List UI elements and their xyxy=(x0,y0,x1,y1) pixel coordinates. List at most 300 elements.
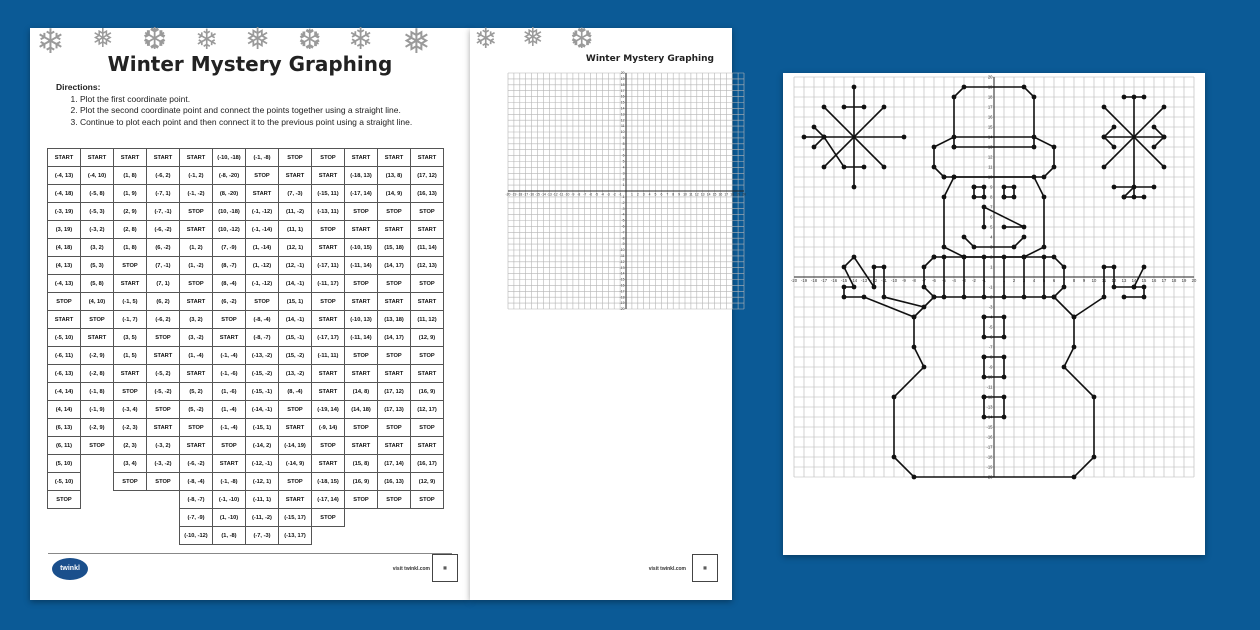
y-tick-label: 3 xyxy=(990,244,993,250)
y-tick-label: -2 xyxy=(621,200,625,205)
plotted-point xyxy=(852,255,857,260)
plotted-point xyxy=(1022,85,1027,90)
y-tick-label: -17 xyxy=(619,289,625,294)
plotted-point xyxy=(1002,375,1007,380)
plotted-point xyxy=(1142,195,1147,200)
plotted-point xyxy=(882,295,887,300)
table-cell: (-2, 9) xyxy=(81,347,114,365)
worksheet-title: Winter Mystery Graphing xyxy=(107,52,393,76)
coordinate-table xyxy=(47,148,444,545)
plotted-point xyxy=(1152,145,1157,150)
table-cell: (-4, 10) xyxy=(81,167,114,185)
table-cell: (1, -4) xyxy=(180,347,213,365)
plotted-point xyxy=(842,295,847,300)
table-cell: (-1, -8) xyxy=(246,149,279,167)
plotted-point xyxy=(1012,185,1017,190)
table-cell: (11, 1) xyxy=(279,221,312,239)
table-cell: START xyxy=(279,167,312,185)
table-cell: (-10, -18) xyxy=(213,149,246,167)
table-cell: (-11, 11) xyxy=(312,347,345,365)
x-tick-label: -8 xyxy=(577,192,581,197)
plotted-point xyxy=(882,265,887,270)
y-tick-label: 19 xyxy=(620,77,625,82)
plotted-point xyxy=(1102,105,1107,110)
x-tick-label: 3 xyxy=(642,192,645,197)
table-cell: START xyxy=(48,311,81,329)
plotted-point xyxy=(812,145,817,150)
table-cell: (7, 1) xyxy=(147,275,180,293)
plotted-point xyxy=(882,165,887,170)
y-tick-label: 2 xyxy=(990,254,993,260)
plotted-point xyxy=(942,195,947,200)
plotted-point xyxy=(862,165,867,170)
table-cell: (4, 14) xyxy=(48,401,81,419)
table-cell: (13, 18) xyxy=(378,311,411,329)
table-cell: START xyxy=(147,149,180,167)
table-cell: STOP xyxy=(411,275,444,293)
table-cell: (15, 8) xyxy=(345,455,378,473)
table-cell: START xyxy=(411,365,444,383)
plotted-point xyxy=(1062,265,1067,270)
x-tick-label: 14 xyxy=(1131,278,1137,284)
table-cell: STOP xyxy=(411,203,444,221)
table-cell: (-11, 1) xyxy=(246,491,279,509)
x-tick-label: 10 xyxy=(1091,278,1097,284)
y-tick-label: -6 xyxy=(621,224,625,229)
plotted-point xyxy=(922,285,927,290)
table-cell: (16, 13) xyxy=(378,473,411,491)
plotted-point xyxy=(1112,265,1117,270)
x-tick-label: -2 xyxy=(612,192,616,197)
table-cell: (-8, -20) xyxy=(213,167,246,185)
table-cell: (-2, 3) xyxy=(114,419,147,437)
x-tick-label: -13 xyxy=(860,278,868,284)
table-cell: (1, 8) xyxy=(114,239,147,257)
plotted-point xyxy=(962,85,967,90)
y-tick-label: 7 xyxy=(990,204,993,210)
y-tick-label: -1 xyxy=(621,195,625,200)
table-cell: START xyxy=(180,293,213,311)
badge-icon: ▦ xyxy=(432,554,458,582)
plotted-point xyxy=(912,315,917,320)
y-tick-label: -11 xyxy=(619,254,625,259)
table-cell: STOP xyxy=(114,257,147,275)
table-cell: START xyxy=(48,149,81,167)
plotted-point xyxy=(982,395,987,400)
x-tick-label: 20 xyxy=(742,192,746,197)
table-cell: (6, -2) xyxy=(147,239,180,257)
x-tick-label: 16 xyxy=(1151,278,1157,284)
x-tick-label: -9 xyxy=(571,192,575,197)
plotted-point xyxy=(982,355,987,360)
table-row xyxy=(48,473,444,491)
plotted-point xyxy=(872,265,877,270)
table-cell: (17, 14) xyxy=(378,455,411,473)
table-row xyxy=(48,185,444,203)
plotted-point xyxy=(1122,295,1127,300)
table-cell: START xyxy=(411,221,444,239)
plotted-point xyxy=(1022,255,1027,260)
table-cell: STOP xyxy=(378,419,411,437)
table-cell: STOP xyxy=(312,221,345,239)
plotted-point xyxy=(842,105,847,110)
plotted-point xyxy=(982,255,987,260)
plotted-point xyxy=(1072,475,1077,480)
table-cell: (1, -10) xyxy=(213,509,246,527)
y-tick-label: -14 xyxy=(986,414,993,420)
answer-sheet xyxy=(783,73,1205,555)
table-cell: START xyxy=(180,221,213,239)
y-tick-label: -17 xyxy=(986,444,993,450)
table-cell: STOP xyxy=(312,149,345,167)
x-tick-label: 14 xyxy=(706,192,711,197)
x-tick-label: -10 xyxy=(890,278,898,284)
table-cell: (-7, -1) xyxy=(147,203,180,221)
plotted-point xyxy=(922,265,927,270)
x-tick-label: 17 xyxy=(1161,278,1167,284)
plotted-point xyxy=(912,475,917,480)
direction-step: 2. Plot the second coordinate point and connect the points together using a straight line. xyxy=(80,105,456,117)
table-cell: (12, 17) xyxy=(411,401,444,419)
x-tick-label: 9 xyxy=(1082,278,1086,284)
y-tick-label: 12 xyxy=(987,154,993,160)
plotted-point xyxy=(1122,195,1127,200)
table-cell: (-5, 10) xyxy=(48,473,81,491)
table-cell xyxy=(114,527,147,545)
table-cell: START xyxy=(312,383,345,401)
table-cell: (-1, -2) xyxy=(180,185,213,203)
y-tick-label: 4 xyxy=(622,165,625,170)
plotted-point xyxy=(942,295,947,300)
table-cell: (-1, -4) xyxy=(213,347,246,365)
table-cell: (16, 9) xyxy=(345,473,378,491)
table-cell: (-18, 13) xyxy=(345,167,378,185)
snowflake-icon: ❅ xyxy=(522,23,544,53)
y-tick-label: -15 xyxy=(619,277,625,282)
table-cell: (-14, -1) xyxy=(246,401,279,419)
table-cell: STOP xyxy=(378,491,411,509)
plotted-point xyxy=(1092,455,1097,460)
plotted-point xyxy=(912,345,917,350)
plotted-point xyxy=(1022,235,1027,240)
table-row xyxy=(48,383,444,401)
x-tick-label: 13 xyxy=(700,192,705,197)
y-tick-label: -8 xyxy=(988,354,993,360)
x-tick-label: -3 xyxy=(606,192,610,197)
x-tick-label: 20 xyxy=(1191,278,1197,284)
x-tick-label: -14 xyxy=(540,192,546,197)
table-cell: START xyxy=(114,149,147,167)
plotted-point xyxy=(1142,295,1147,300)
drawing-line xyxy=(1074,267,1144,317)
x-tick-label: -3 xyxy=(962,278,966,284)
table-cell: (1, -6) xyxy=(213,383,246,401)
plotted-point xyxy=(802,135,807,140)
table-cell: (3, -2) xyxy=(180,329,213,347)
snowflake-icon: ❆ xyxy=(142,22,168,57)
table-cell: START xyxy=(180,365,213,383)
x-tick-label: 15 xyxy=(712,192,717,197)
y-tick-label: 14 xyxy=(987,134,993,140)
table-cell: START xyxy=(312,239,345,257)
table-cell: (7, -9) xyxy=(213,239,246,257)
plotted-point xyxy=(942,175,947,180)
table-cell: (-5, 2) xyxy=(147,365,180,383)
plotted-point xyxy=(972,185,977,190)
plotted-point xyxy=(1142,285,1147,290)
plotted-point xyxy=(1032,135,1037,140)
x-tick-label: 7 xyxy=(1062,278,1066,284)
table-cell: STOP xyxy=(345,419,378,437)
table-cell: (12, -1) xyxy=(279,257,312,275)
y-tick-label: 18 xyxy=(620,82,625,87)
table-cell: (11, 12) xyxy=(411,311,444,329)
plotted-point xyxy=(982,195,987,200)
x-tick-label: -8 xyxy=(912,278,916,284)
plotted-point xyxy=(982,415,987,420)
table-cell: (14, 9) xyxy=(378,185,411,203)
table-row xyxy=(48,455,444,473)
plotted-point xyxy=(1052,255,1057,260)
table-cell: (3, 2) xyxy=(81,239,114,257)
x-tick-label: -13 xyxy=(546,192,552,197)
y-tick-label: -4 xyxy=(621,212,625,217)
table-cell: (-12, 1) xyxy=(246,473,279,491)
plotted-point xyxy=(1042,175,1047,180)
plotted-point xyxy=(882,105,887,110)
plotted-point xyxy=(852,285,857,290)
snowflake-icon: ❄ xyxy=(36,22,65,62)
table-cell: (1, -4) xyxy=(213,401,246,419)
table-cell: (-15, -1) xyxy=(246,383,279,401)
plotted-point xyxy=(842,285,847,290)
table-cell: (-4, 13) xyxy=(48,167,81,185)
y-tick-label: -19 xyxy=(619,301,625,306)
y-tick-label: 2 xyxy=(622,177,625,182)
table-cell: (-6, -2) xyxy=(180,455,213,473)
table-cell: (17, 12) xyxy=(411,167,444,185)
snowflake-icon: ❆ xyxy=(570,22,594,55)
table-cell: (-13, 11) xyxy=(312,203,345,221)
table-cell: (-1, 2) xyxy=(180,167,213,185)
plotted-point xyxy=(1042,295,1047,300)
table-cell: START xyxy=(378,149,411,167)
x-tick-label: -16 xyxy=(830,278,838,284)
x-tick-label: 12 xyxy=(694,192,699,197)
x-tick-label: -11 xyxy=(558,192,564,197)
table-cell: (17, 12) xyxy=(378,383,411,401)
table-cell: START xyxy=(246,185,279,203)
table-cell: (14, -1) xyxy=(279,311,312,329)
table-cell: (4, 18) xyxy=(48,239,81,257)
table-cell: (-17, 11) xyxy=(312,257,345,275)
table-cell xyxy=(312,527,345,545)
table-cell: STOP xyxy=(279,473,312,491)
table-cell: START xyxy=(378,221,411,239)
plotted-point xyxy=(972,195,977,200)
table-cell: STOP xyxy=(147,401,180,419)
table-cell: (10, -12) xyxy=(213,221,246,239)
table-cell xyxy=(411,527,444,545)
y-tick-label: 13 xyxy=(620,112,625,117)
table-cell: (17, 13) xyxy=(378,401,411,419)
x-tick-label: -5 xyxy=(594,192,599,197)
x-tick-label: 3 xyxy=(1022,278,1026,284)
x-tick-label: 4 xyxy=(1032,278,1036,284)
snowflake-icon: ❄ xyxy=(348,22,374,57)
blank-coordinate-grid xyxy=(470,28,746,600)
y-tick-label: -20 xyxy=(619,307,625,312)
plotted-point xyxy=(982,185,987,190)
table-cell: (-1, -6) xyxy=(213,365,246,383)
plotted-point xyxy=(1032,145,1037,150)
table-cell: START xyxy=(279,419,312,437)
table-cell: (14, 18) xyxy=(345,401,378,419)
x-tick-label: -19 xyxy=(511,192,517,197)
table-row xyxy=(48,149,444,167)
table-cell: STOP xyxy=(147,329,180,347)
table-cell: (-1, -12) xyxy=(246,275,279,293)
y-tick-label: -13 xyxy=(986,404,993,410)
table-cell: (-1, -4) xyxy=(213,419,246,437)
table-cell: (-6, 11) xyxy=(48,347,81,365)
table-row xyxy=(48,275,444,293)
table-cell: START xyxy=(345,221,378,239)
x-tick-label: 13 xyxy=(1121,278,1127,284)
plotted-point xyxy=(842,165,847,170)
table-cell: (-6, 13) xyxy=(48,365,81,383)
table-cell xyxy=(48,527,81,545)
plotted-point xyxy=(1002,185,1007,190)
table-cell: STOP xyxy=(378,203,411,221)
table-cell: (8, -4) xyxy=(279,383,312,401)
y-tick-label: 9 xyxy=(990,184,993,190)
table-cell: (13, 8) xyxy=(378,167,411,185)
table-cell: STOP xyxy=(81,437,114,455)
table-cell: (1, 9) xyxy=(114,185,147,203)
plotted-point xyxy=(1012,245,1017,250)
plotted-point xyxy=(1162,105,1167,110)
plotted-point xyxy=(1142,265,1147,270)
table-cell: (3, 2) xyxy=(180,311,213,329)
table-cell: STOP xyxy=(312,437,345,455)
y-tick-label: 4 xyxy=(990,234,993,240)
table-cell: (12, 13) xyxy=(411,257,444,275)
direction-step: 3. Continue to plot each point and then connect it to the previous point using a straight line. xyxy=(80,117,456,129)
table-cell: (15, -1) xyxy=(279,329,312,347)
table-cell: (8, -4) xyxy=(213,275,246,293)
table-cell: (-5, 10) xyxy=(48,329,81,347)
plotted-point xyxy=(1072,315,1077,320)
table-cell: STOP xyxy=(81,311,114,329)
x-tick-label: -7 xyxy=(922,278,926,284)
table-cell: (8, -7) xyxy=(213,257,246,275)
table-cell: STOP xyxy=(147,473,180,491)
table-cell: (1, -8) xyxy=(213,527,246,545)
plotted-point xyxy=(932,255,937,260)
y-tick-label: 7 xyxy=(622,147,625,152)
table-cell: (15, -2) xyxy=(279,347,312,365)
table-cell: START xyxy=(378,293,411,311)
y-tick-label: -8 xyxy=(621,236,625,241)
x-tick-label: 11 xyxy=(1101,278,1107,284)
plotted-point xyxy=(822,105,827,110)
x-tick-label: -1 xyxy=(618,192,622,197)
x-tick-label: 1 xyxy=(630,192,633,197)
plotted-point xyxy=(1062,285,1067,290)
y-tick-label: 17 xyxy=(620,88,625,93)
snowflake-icon: ❅ xyxy=(92,24,114,54)
footer-divider xyxy=(48,553,452,554)
x-tick-label: -15 xyxy=(840,278,848,284)
plotted-point xyxy=(862,295,867,300)
twinkl-logo: twinkl xyxy=(52,558,88,580)
plotted-point xyxy=(1092,395,1097,400)
y-tick-label: 6 xyxy=(990,214,993,220)
table-cell: START xyxy=(81,149,114,167)
plotted-point xyxy=(1002,195,1007,200)
x-tick-label: -16 xyxy=(529,192,535,197)
table-row xyxy=(48,365,444,383)
table-cell xyxy=(114,491,147,509)
table-cell: STOP xyxy=(411,419,444,437)
table-cell: (11, 14) xyxy=(411,239,444,257)
y-tick-label: -18 xyxy=(619,295,625,300)
plotted-point xyxy=(1102,165,1107,170)
plotted-point xyxy=(1102,265,1107,270)
plotted-point xyxy=(822,135,827,140)
table-cell: START xyxy=(213,455,246,473)
plotted-point xyxy=(1152,125,1157,130)
y-tick-label: -19 xyxy=(986,464,993,470)
plotted-point xyxy=(902,135,907,140)
x-tick-label: 10 xyxy=(683,192,687,197)
y-tick-label: -10 xyxy=(986,374,993,380)
table-cell: START xyxy=(81,329,114,347)
table-row xyxy=(48,491,444,509)
table-cell: (12, 9) xyxy=(411,329,444,347)
table-cell: (-1, -12) xyxy=(246,203,279,221)
table-cell: (3, 5) xyxy=(114,329,147,347)
y-tick-label: 1 xyxy=(990,264,993,270)
table-cell: (15, 1) xyxy=(279,293,312,311)
table-cell: (2, 8) xyxy=(114,221,147,239)
table-cell xyxy=(81,527,114,545)
plotted-point xyxy=(862,105,867,110)
x-tick-label: 19 xyxy=(736,192,740,197)
x-tick-label: 16 xyxy=(718,192,723,197)
table-cell: (6, 13) xyxy=(48,419,81,437)
y-tick-label: 6 xyxy=(622,153,625,158)
table-cell: START xyxy=(411,149,444,167)
y-tick-label: 10 xyxy=(620,130,625,135)
x-tick-label: -17 xyxy=(523,192,529,197)
table-cell: START xyxy=(180,437,213,455)
table-cell: STOP xyxy=(213,311,246,329)
plotted-point xyxy=(1042,245,1047,250)
table-cell: START xyxy=(114,365,147,383)
x-tick-label: -6 xyxy=(932,278,936,284)
table-cell: (-1, -8) xyxy=(213,473,246,491)
table-cell: (14, 17) xyxy=(378,329,411,347)
y-tick-label: 13 xyxy=(987,144,993,150)
x-tick-label: 9 xyxy=(678,192,681,197)
table-cell: (-4, 14) xyxy=(48,383,81,401)
plotted-point xyxy=(932,295,937,300)
x-tick-label: -9 xyxy=(902,278,906,284)
x-tick-label: 1 xyxy=(1002,278,1006,284)
plotted-point xyxy=(922,365,927,370)
